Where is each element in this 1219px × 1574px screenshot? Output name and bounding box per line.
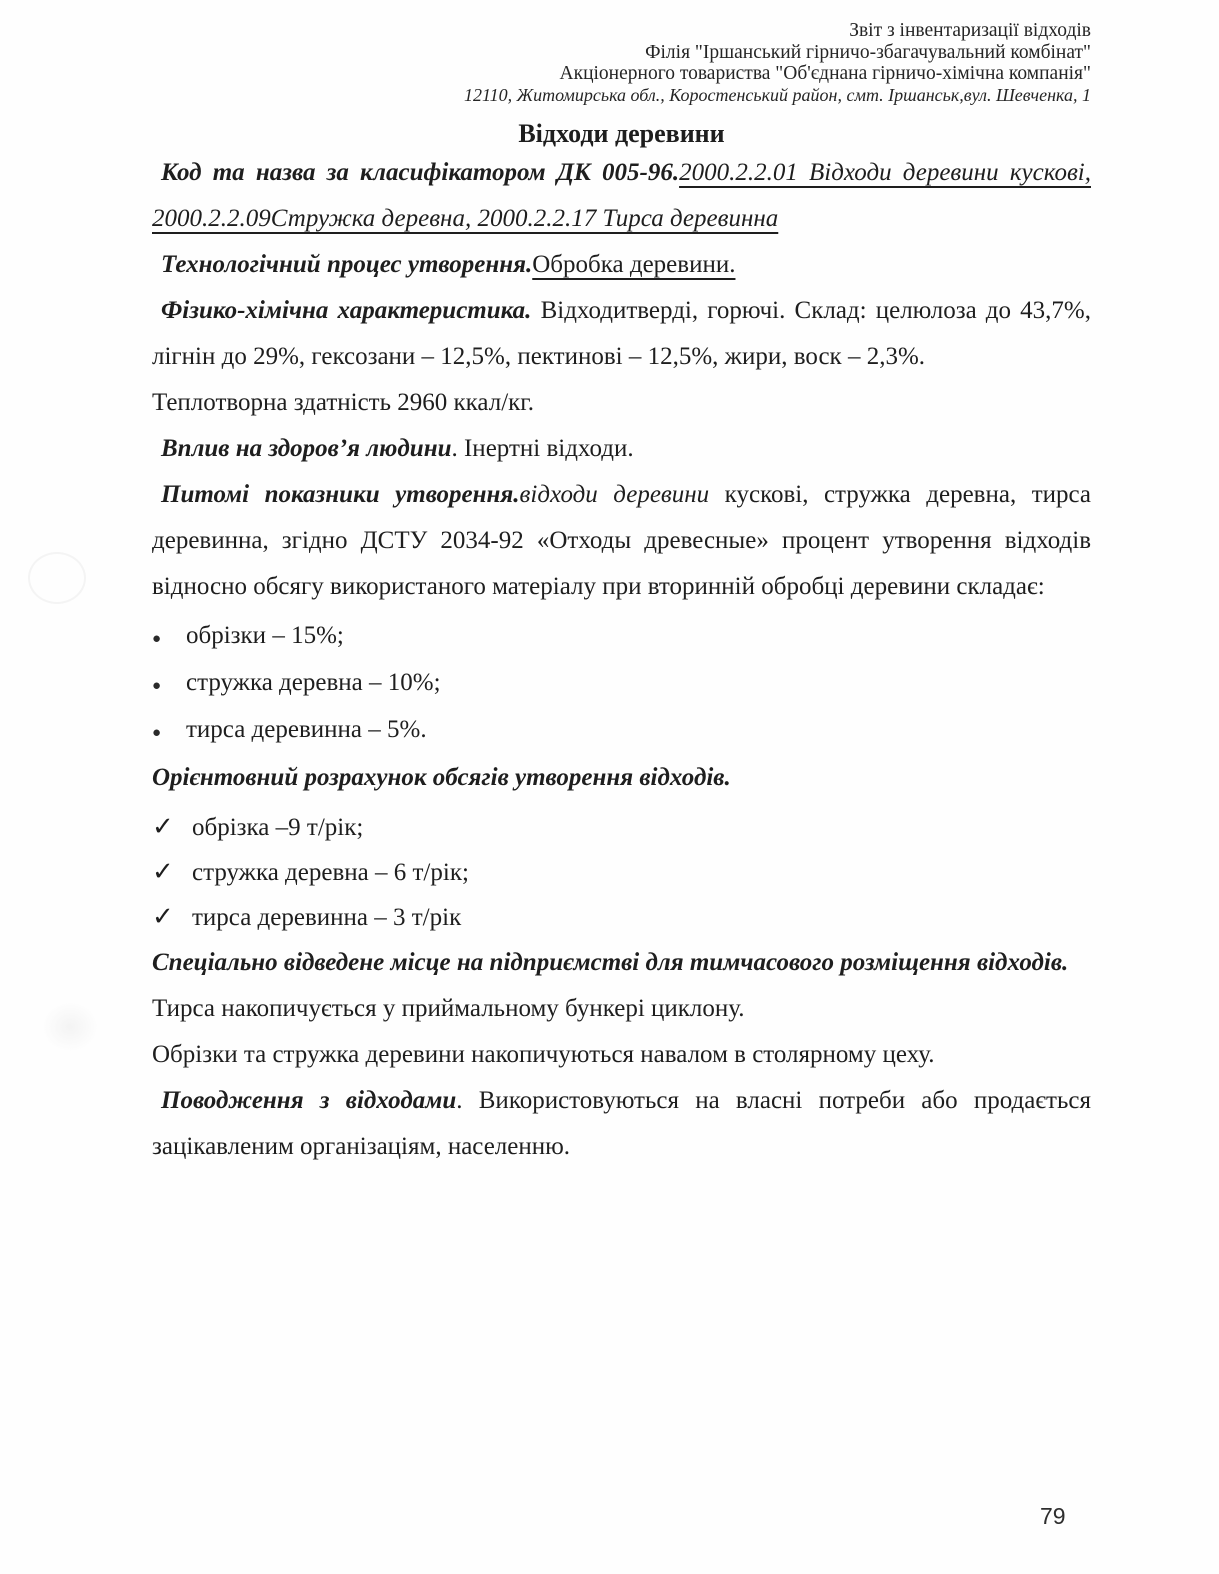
specific-rates-sublabel: відходи деревини: [519, 481, 710, 508]
list-item: [152, 661, 1091, 708]
process-paragraph: [152, 242, 1091, 288]
physchem-paragraph: [152, 288, 1091, 380]
physchem-value: Відходитверді, горючі. Склад: целюлоза до 43,7%, лігнін до 29%, гексозани – 12,5%, пектинові – 12,5%, жири, воск – 2,3%.: [152, 297, 1091, 370]
classification-label: Код та назва за класифікатором ДК 005-96.: [161, 159, 680, 186]
page-number: 79: [1040, 1503, 1066, 1529]
specific-rates-value: кускові, стружка деревна, тирса деревинна, згідно ДСТУ 2034-92 «Отходы древесные» процент утворення відходів відносно обсягу використаного матеріалу при вторинній обробці деревини складає:: [152, 481, 1092, 600]
document-header: [152, 20, 1091, 106]
classification-paragraph: [152, 150, 1091, 242]
header-company-name: Акціонерного товариства "Об'єднана гірничо-хімічна компанія": [559, 63, 1091, 84]
list-item: [152, 708, 1091, 755]
bullet-icon: ●: [152, 725, 162, 741]
classification-codes: 2000.2.2.01 Відходи деревини кускові, 2000.2.2.09Стружка деревна, 2000.2.2.17 Тирса деревинна: [152, 159, 1091, 232]
list-item-text: стружка деревна – 10%;: [186, 669, 441, 696]
physchem-label: Фізико-хімічна характеристика.: [161, 297, 532, 324]
bullet-icon: ●: [152, 678, 162, 694]
header-address: 12110, Житомирська обл., Коростенський район, смт. Іршанськ,вул. Шевченка, 1: [463, 84, 1091, 105]
process-label: Технологічний процес утворення.: [161, 251, 533, 278]
list-item-text: тирса деревинна – 5%.: [186, 716, 427, 743]
list-item: [152, 614, 1091, 661]
header-report-title: Звіт з інвентаризації відходів: [849, 20, 1091, 41]
calorific-paragraph: Теплотворна здатність 2960 ккал/кг.: [152, 389, 534, 416]
specific-rates-label: Питомі показники утворення.: [161, 481, 520, 508]
storage-heading: Спеціально відведене місце на підприємстві для тимчасового розміщення відходів.: [152, 949, 1069, 976]
handling-label: Поводження з відходами: [161, 1087, 457, 1114]
handling-value: . Використовуються на власні потреби або продається зацікавленим організаціям, населенню.: [152, 1087, 1091, 1160]
list-item: [152, 850, 1091, 895]
health-paragraph: [152, 426, 1091, 472]
handling-paragraph: [152, 1078, 1091, 1170]
specific-rates-list: [152, 614, 1091, 755]
list-item: [152, 805, 1091, 850]
check-icon: ✓: [152, 812, 174, 841]
list-item-text: тирса деревинна – 3 т/рік: [192, 904, 462, 931]
process-value: Обробка деревини.: [532, 251, 736, 278]
storage-paragraph-2: Обрізки та стружка деревини накопичуються навалом в столярному цеху.: [152, 1041, 935, 1068]
health-label: Вплив на здоров’я людини: [161, 435, 452, 462]
storage-paragraph-1: Тирса накопичується у приймальному бункері циклону.: [152, 995, 745, 1022]
header-branch-name: Філія "Іршанський гірничо-збагачувальний комбінат": [645, 41, 1091, 63]
scan-artifact: [42, 1002, 98, 1052]
health-value: . Інертні відходи.: [451, 435, 634, 462]
estimate-list: [152, 805, 1091, 940]
list-item-text: обрізка –9 т/рік;: [192, 814, 364, 841]
scan-artifact: [28, 552, 86, 604]
specific-rates-paragraph: [152, 472, 1091, 610]
page-title: Відходи деревини: [518, 119, 725, 148]
list-item-text: обрізки – 15%;: [186, 622, 344, 649]
list-item: [152, 895, 1091, 940]
check-icon: ✓: [152, 857, 174, 886]
check-icon: ✓: [152, 902, 174, 931]
bullet-icon: ●: [152, 631, 162, 647]
list-item-text: стружка деревна – 6 т/рік;: [192, 859, 469, 886]
estimate-heading: Орієнтовний розрахунок обсягів утворення відходів.: [152, 764, 731, 791]
